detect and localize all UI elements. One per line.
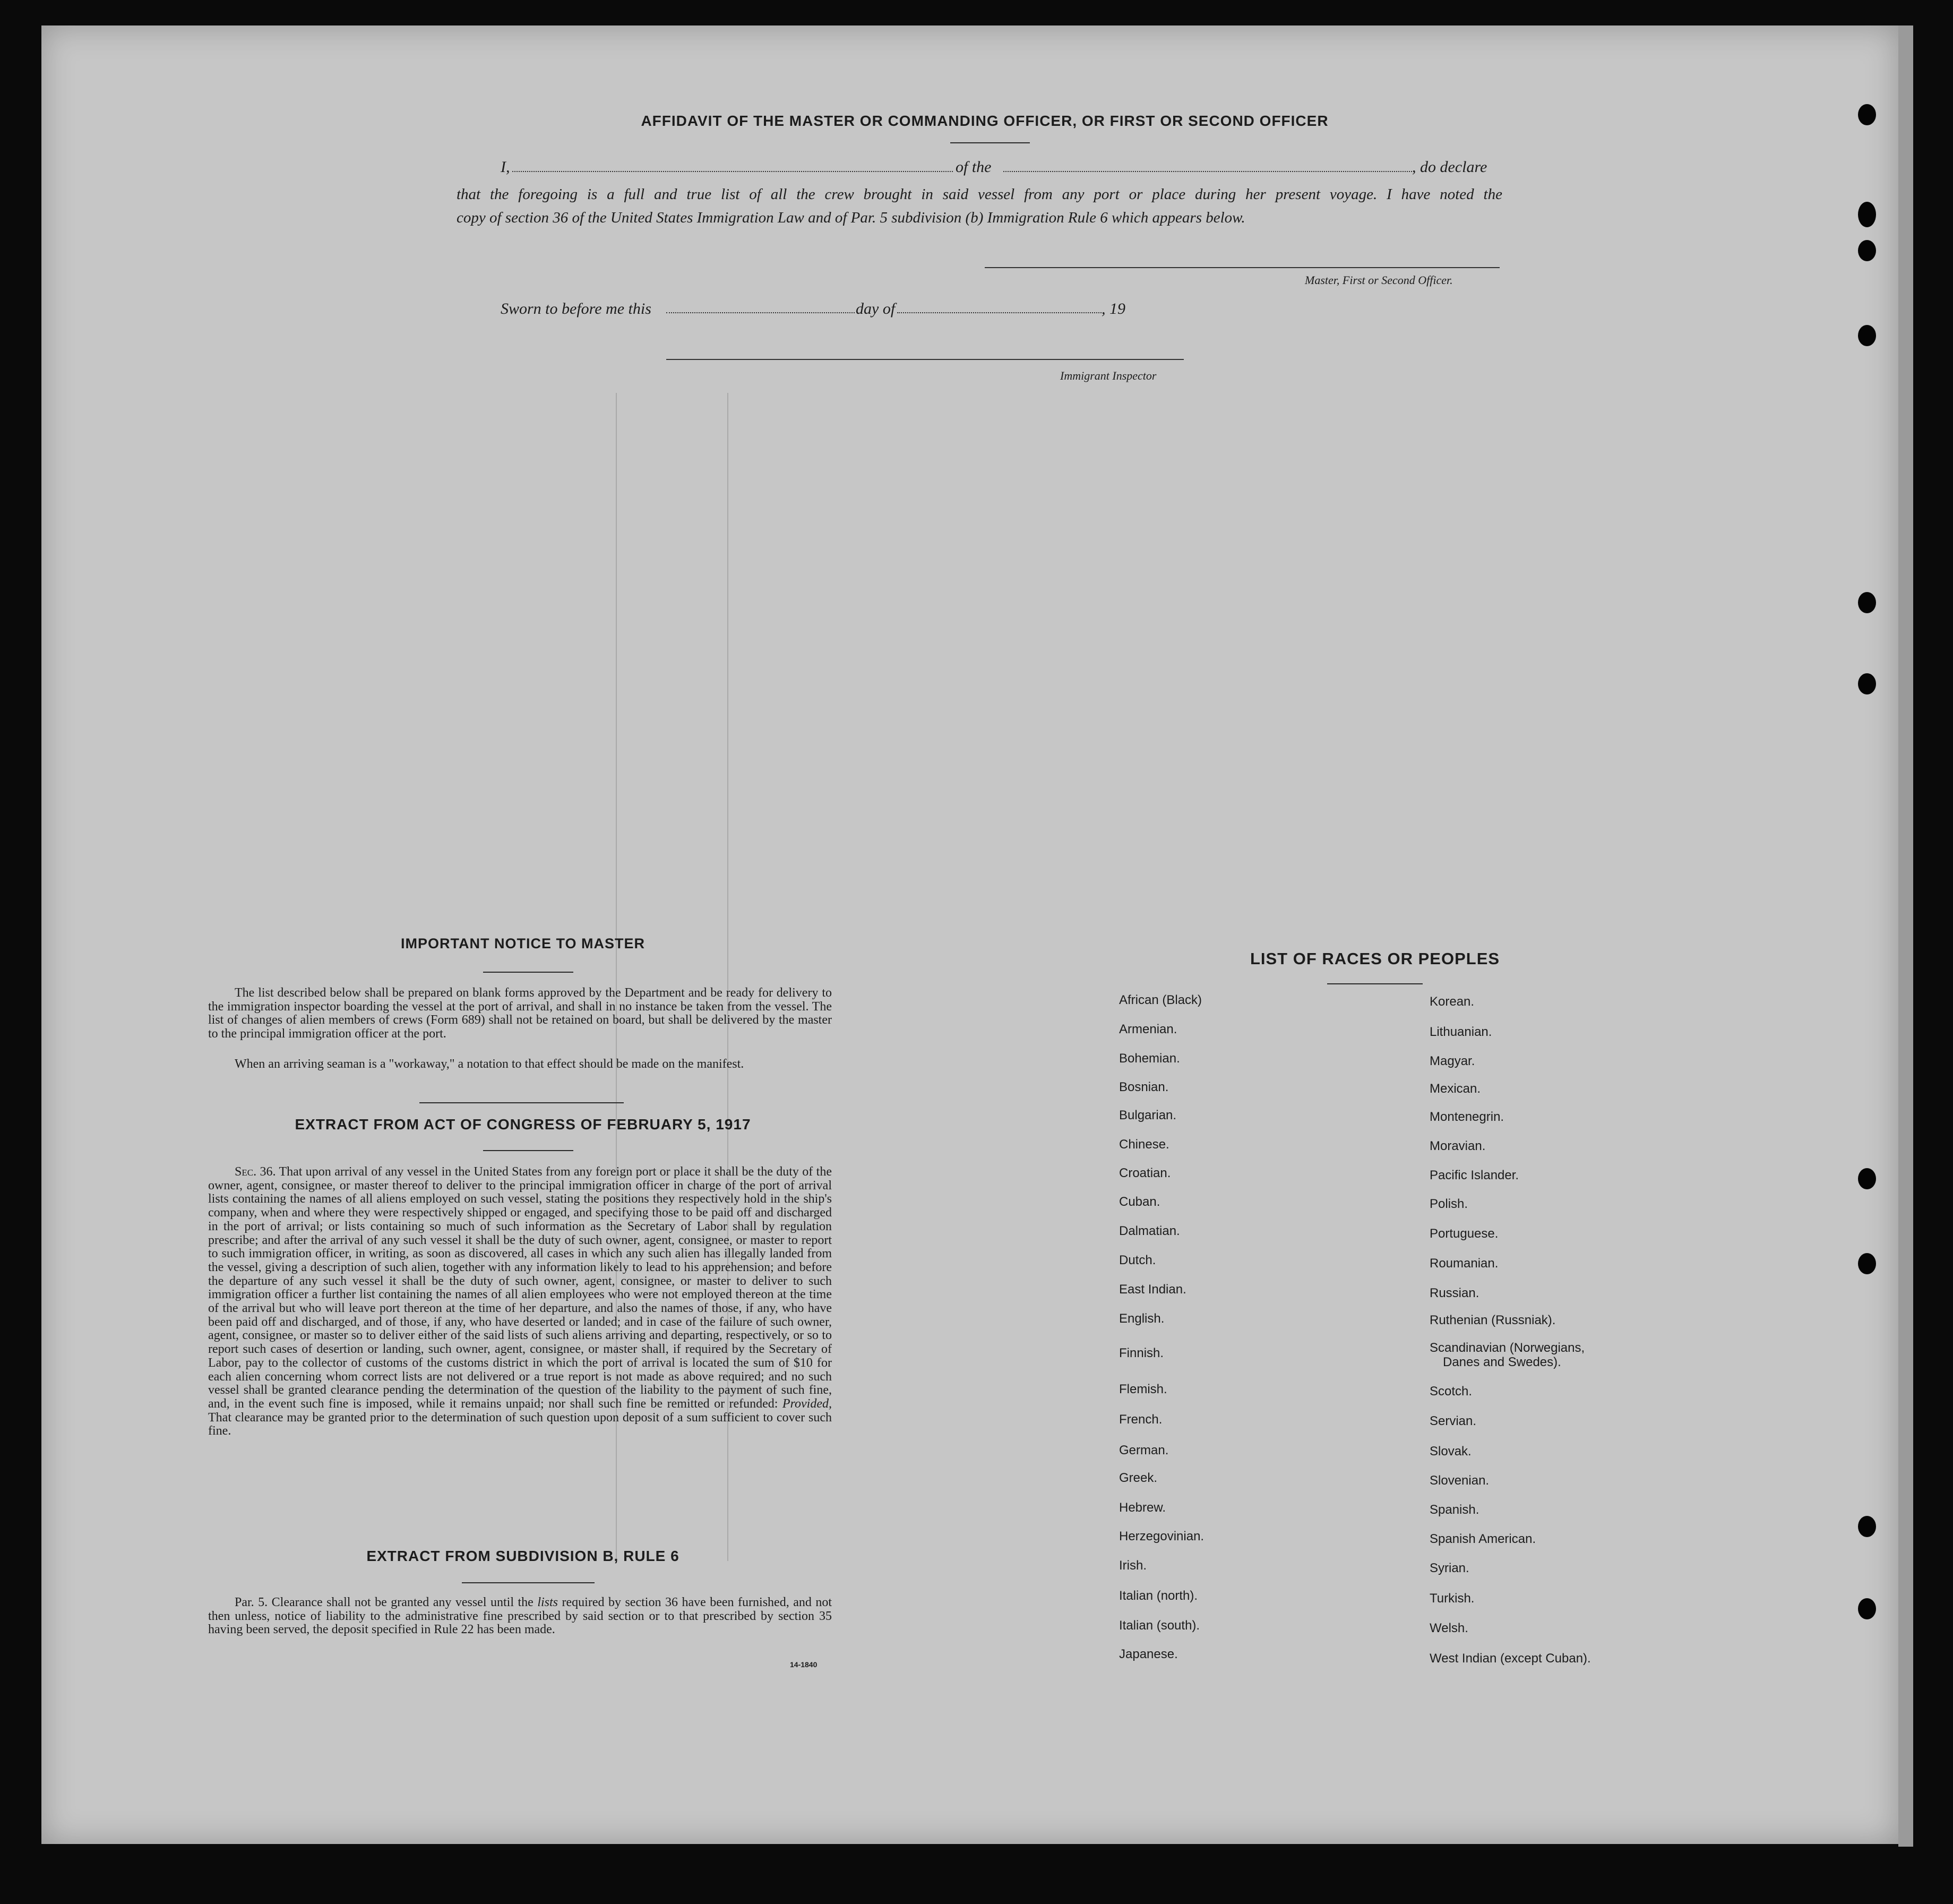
divider (483, 972, 573, 973)
binder-hole (1858, 592, 1876, 613)
races-title: LIST OF RACES OR PEOPLES (1250, 949, 1500, 968)
race-right-item-continued: Danes and Swedes). (1443, 1355, 1561, 1369)
sworn-day-field-line[interactable] (666, 312, 855, 313)
par5-text-a: Par. 5. Clearance shall not be granted any vessel until the (235, 1596, 534, 1609)
race-left-item: African (Black) (1119, 993, 1202, 1007)
race-left-item: German. (1119, 1443, 1169, 1457)
race-left-item: Bulgarian. (1119, 1108, 1177, 1122)
race-right-item: Portuguese. (1430, 1227, 1499, 1241)
race-right-item: Montenegrin. (1430, 1110, 1504, 1124)
binder-hole (1858, 1598, 1876, 1619)
race-left-item: Croatian. (1119, 1166, 1171, 1180)
notice-para-1: The list described below shall be prepared on blank forms approved by the Department and be ready for delivery to the immigration inspector boarding the vessel at the port of arrival, and shall in no instance be taken from the vessel. The list of changes of alien members of crews (Form 689) shall not be retained on board, but shall be delivered by the master to the principal immigration officer at the port. (208, 986, 832, 1041)
day-of-label: day of (856, 300, 896, 318)
race-right-item: Russian. (1430, 1286, 1479, 1300)
divider (462, 1582, 595, 1583)
race-left-item: Bosnian. (1119, 1080, 1169, 1094)
race-right-item: Magyar. (1430, 1054, 1475, 1068)
inspector-caption: Immigrant Inspector (1060, 369, 1157, 382)
rule-extract-text (208, 1596, 832, 1637)
race-left-item: East Indian. (1119, 1282, 1186, 1297)
binder-hole (1858, 1168, 1876, 1189)
race-left-item: Hebrew. (1119, 1500, 1166, 1515)
master-caption: Master, First or Second Officer. (1305, 273, 1453, 287)
divider (950, 142, 1030, 143)
race-right-item: Turkish. (1430, 1591, 1475, 1606)
vessel-field-line[interactable] (1003, 171, 1412, 172)
race-right-item: Ruthenian (Russniak). (1430, 1313, 1556, 1327)
divider (1327, 983, 1423, 984)
race-right-item: Mexican. (1430, 1082, 1481, 1096)
notice-para-2: When an arriving seaman is a "workaway," a notation to that effect should be made on the manifest. (235, 1057, 744, 1071)
affidavit-of-the-label: of the (956, 158, 992, 176)
race-right-item: West Indian (except Cuban). (1430, 1651, 1591, 1666)
page-edge (1898, 25, 1913, 1847)
race-right-item: Pacific Islander. (1430, 1168, 1519, 1182)
binder-hole (1858, 202, 1876, 227)
act-extract-text (208, 1165, 832, 1438)
race-left-item: Greek. (1119, 1471, 1158, 1485)
race-left-item: English. (1119, 1311, 1165, 1326)
affidavit-title: AFFIDAVIT OF THE MASTER OR COMMANDING OFFICER, OR FIRST OR SECOND OFFICER (641, 113, 1329, 129)
race-right-item: Roumanian. (1430, 1256, 1499, 1271)
notice-title: IMPORTANT NOTICE TO MASTER (401, 936, 645, 951)
form-number: 14-1840 (790, 1660, 818, 1669)
binder-hole (1858, 673, 1876, 694)
race-left-item: Dutch. (1119, 1253, 1156, 1267)
rule-extract-title: EXTRACT FROM SUBDIVISION B, RULE 6 (366, 1548, 679, 1564)
race-left-item: Herzegovinian. (1119, 1529, 1205, 1543)
master-signature-line[interactable] (985, 267, 1500, 268)
sworn-label: Sworn to before me this (501, 300, 651, 318)
sec-36-text: That upon arrival of any vessel in the United States from any foreign port or place it shall be the duty of the owner, agent, consignee, or master thereof to deliver to the principal immigration officer in charge of the port of arrival lists containing the names of all aliens employed on such vessel, stating the positions they respectively hold in the ship's company, when and where they were respectively shipped or engaged, and specifying those to be paid off and discharged in the port of arrival; or lists containing so much of such information as the Secretary of Labor shall by regulation prescribe; and after the arrival of any such vessel it shall be the duty of such owner, agent, consignee, or master to report to such immigration officer, in writing, as soon as discovered, all cases in which any such alien has illegally landed from the vessel, giving a description of such alien, together with any information likely to lead to his apprehension; and before the departure of any such vessel it shall be the duty of such owner, agent, consignee, or master to deliver to such immigration officer a further list containing the names of all alien employees who were not employed thereon at the time of the arrival but who will leave port thereon at the time of her departure, and also the names of those, if any, who have been paid off and discharged, and of those, if any, who have deserted or landed; and in case of the failure of such owner, agent, consignee, or master so to deliver either of the said lists of such aliens arriving and departing, respectively, or so to report such cases of desertion or landing, such owner, agent, consignee, or master shall, if required by the Secretary of Labor, pay to the collector of customs of the customs district in which the port of arrival is located the sum of $10 for each alien concerning whom correct lists are not delivered or a true report is not made as above required; and no such vessel shall be granted clearance pending the determination of the question of the liability to the payment of such fine, and, in the event such fine is imposed, while it remains unpaid; nor shall such fine be remitted or refunded: (208, 1165, 832, 1411)
race-left-item: Italian (north). (1119, 1589, 1198, 1603)
race-left-item: Flemish. (1119, 1382, 1167, 1396)
race-left-item: Cuban. (1119, 1195, 1160, 1209)
sworn-month-field-line[interactable] (897, 312, 1102, 313)
binder-hole (1858, 325, 1876, 346)
race-right-item: Servian. (1430, 1414, 1477, 1428)
race-right-item: Moravian. (1430, 1139, 1486, 1153)
divider (483, 1150, 573, 1151)
provided-word: Provided, (782, 1396, 832, 1411)
act-extract-title: EXTRACT FROM ACT OF CONGRESS OF FEBRUARY 5, 1917 (295, 1116, 751, 1133)
race-left-item: Japanese. (1119, 1647, 1178, 1661)
affidavit-i-label: I, (501, 158, 510, 176)
name-field-line[interactable] (512, 171, 953, 172)
race-left-item: Italian (south). (1119, 1618, 1200, 1633)
race-right-item: Spanish American. (1430, 1532, 1536, 1546)
race-left-item: Finnish. (1119, 1346, 1164, 1360)
lists-word: lists (537, 1596, 558, 1609)
race-left-item: Armenian. (1119, 1022, 1177, 1036)
race-left-item: Irish. (1119, 1558, 1147, 1573)
race-left-item: French. (1119, 1412, 1163, 1427)
binder-hole (1858, 1253, 1876, 1274)
race-right-item: Syrian. (1430, 1561, 1469, 1575)
race-left-item: Chinese. (1119, 1137, 1169, 1152)
affidavit-body-line2: copy of section 36 of the United States Immigration Law and of Par. 5 subdivision (b) Immigration Rule 6 which appears below. (457, 209, 1245, 226)
document-page (41, 25, 1898, 1844)
binder-hole (1858, 1516, 1876, 1537)
race-right-item: Welsh. (1430, 1621, 1468, 1635)
race-right-item: Lithuanian. (1430, 1025, 1492, 1039)
race-right-item: Slovak. (1430, 1444, 1472, 1459)
race-left-item: Dalmatian. (1119, 1224, 1180, 1238)
race-right-item: Korean. (1430, 994, 1475, 1009)
affidavit-body-line1: that the foregoing is a full and true list of all the crew brought in said vessel from any port or place during her present voyage. I have noted the (457, 186, 1502, 203)
race-right-item: Spanish. (1430, 1503, 1479, 1517)
binder-hole (1858, 104, 1876, 125)
divider (419, 1102, 624, 1103)
race-right-item: Polish. (1430, 1197, 1468, 1211)
race-right-item: Scotch. (1430, 1384, 1473, 1399)
binder-hole (1858, 240, 1876, 261)
sec-36-text-end: That clearance may be granted prior to the determination of such question upon deposit of a sum sufficient to cover such fine. (208, 1410, 832, 1438)
sec-label: Sec. 36. (235, 1165, 276, 1179)
year-prefix: , 19 (1102, 300, 1125, 318)
race-right-item: Slovenian. (1430, 1473, 1490, 1488)
affidavit-declare-label: , do declare (1412, 158, 1487, 176)
inspector-signature-line[interactable] (666, 359, 1184, 360)
par5-text-b: required by section 36 have been furnished, and not then unless, notice of liability to the administrative fine prescribed by said section or to that prescribed by section 35 having been served, the deposit specified in Rule 22 has been made. (208, 1596, 832, 1637)
race-left-item: Bohemian. (1119, 1051, 1180, 1066)
race-right-item: Scandinavian (Norwegians, (1430, 1341, 1585, 1355)
